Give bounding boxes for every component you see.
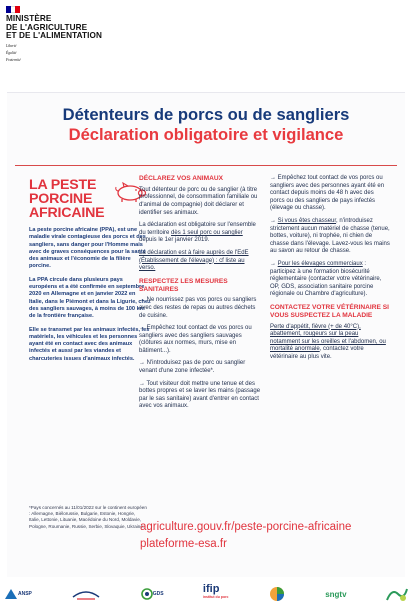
ansp-logo: [4, 583, 32, 605]
declare-paragraph: Tout détenteur de porc ou de sanglier (à titre professionnel, de consommation familiale ou d'animal de compagnie) doit déclarer et identifier ses animaux.: [139, 186, 258, 216]
brand-line-2: PORCINE: [29, 191, 93, 207]
gds-mark-icon: [141, 588, 153, 600]
obligation-text-a: La déclaration est obligatoire sur l'ensemble du territoire: [139, 222, 256, 236]
content-panel: [7, 92, 405, 577]
ppa-brand: [29, 178, 104, 220]
circle-logo: [268, 583, 286, 605]
partner-logos: [4, 582, 408, 606]
measure-4: → Tout visiteur doit mettre une tenue et des bottes propres et se laver les mains (passage par le sas sanitaire) avant d'entrer en contact avec vos animaux.: [139, 380, 261, 410]
confederation-logo: [71, 583, 101, 605]
heading-measures: RESPECTEZ LES MESURES SANITAIRES: [139, 277, 228, 293]
ministry-line-3: ET DE L'ALIMENTATION: [6, 31, 102, 41]
gds-text: GDS: [152, 591, 164, 597]
symptoms-action: , contactez votre vétérinaire au plus vite.: [270, 346, 364, 360]
measure-5: → Empêchez tout contact de vos porcs ou sangliers avec des personnes ayant été en contact depuis moins de 48 h avec des porcs ou des sangliers de pays infectés (élevage ou chasse).: [270, 175, 385, 212]
intro-paragraph: La peste porcine africaine (PPA), est une maladie virale contagieuse des porcs et des sangliers, sans danger pour l'Homme mais avec de graves conséquences pour la santé des animaux et l'économie de la filière porcine.: [29, 227, 146, 270]
ansp-mark-icon: [4, 588, 18, 600]
obligation-text-b: dès 1 seul porc ou sanglier: [171, 229, 243, 236]
commercial-label: Pour les élevages commerciaux: [277, 260, 363, 267]
motto-1: Liberté: [6, 43, 17, 48]
heading-declare: DÉCLAREZ VOS ANIMAUX: [139, 175, 224, 182]
brand-line-3: AFRICAINE: [29, 205, 105, 221]
brand-line-1: LA PESTE: [29, 177, 97, 193]
ifip-logo: [203, 583, 228, 605]
colored-circle-icon: [268, 585, 286, 603]
ede-paragraph: La déclaration est à faire auprès de l'EdE (Établissement de l'élevage) : cf liste au verso.: [139, 249, 249, 272]
sngtv-text: sngtv: [325, 589, 347, 599]
middle-column: [139, 175, 261, 416]
title-divider: [15, 165, 397, 166]
symptoms-text: Perte d'appétit, fièvre (+ de 40°C), abattement, rougeurs sur la peau notamment sur les oreilles et l'abdomen, ou mortalité anormale: [270, 323, 386, 353]
transmission-paragraph: Elle se transmet par les animaux infectés, les matériels, les véhicules et les personnes ayant été en contact avec des animaux infectés et aussi par les viandes et charcuteries issues d'animaux infectés.: [29, 326, 150, 362]
commercial-text: : participez à une formation biosécurité réglementaire (contacter votre vétérinaire, OP, GDS, association sanitaire porcine régionale ou Chambre d'agriculture).: [270, 260, 382, 298]
spread-paragraph: La PPA circule dans plusieurs pays européens et a été confirmée en septembre 2020 en Allemagne et en janvier 2022 en Italie, dans le Piémont et dans la Ligurie, chez des sangliers sauvages, à moins de 100 km de la frontière française.: [29, 276, 151, 320]
motto-3: Fraternité: [6, 58, 21, 63]
chamber-mark-icon: [386, 586, 408, 602]
obligation-paragraph: [139, 222, 261, 245]
ansp-text: ANSP: [18, 591, 32, 597]
government-block: [6, 6, 102, 62]
confederation-mark-icon: [71, 587, 101, 601]
ifip-subtext: institut du porc: [202, 595, 229, 599]
obligation-text-c: depuis le 1er janvier 2019.: [139, 237, 210, 244]
title-line-1: Détenteurs de porcs ou de sangliers: [62, 105, 350, 124]
heading-vet: CONTACTEZ VOTRE VÉTÉRINAIRE SI VOUS SUSPECTEZ LA MALADIE: [270, 303, 389, 319]
measure-commercial: [270, 261, 390, 299]
gds-logo: [141, 583, 164, 605]
hunter-text: , n'introduisez strictement aucun matériel de chasse (tenue, bottes, voiture), ni trophée, ni chien de chasse dans l'élevage. Lavez-vous les mains au savon au retour de chasse.: [270, 217, 390, 255]
sngtv-logo: [325, 583, 346, 605]
chamber-logo: [386, 583, 408, 605]
ifip-text: ifip: [202, 583, 220, 595]
commercial-arrow: →: [270, 260, 278, 267]
right-column: [270, 175, 390, 366]
ppa-link[interactable]: agriculture.gouv.fr/peste-porcine-africaine: [140, 521, 352, 533]
hunter-arrow: →: [270, 217, 278, 224]
measure-2: → Empêchez tout contact de vos porcs ou sangliers avec des sangliers sauvages (clôtures aux normes, murs, mise en bâtiment...).: [139, 325, 252, 354]
footnote: *Pays concernés au 11/01/2022 sur le continent européen : Allemagne, Biélorussie, Bulgarie, Estonie, Hongrie, Italie, Lettonie, Lituanie, Macédoine du Nord, Moldavie, Pologne, Roumanie, Russie, Serbie, Slovaquie, Ukraine.: [29, 505, 147, 529]
ministry-line-2: DE L'AGRICULTURE: [6, 22, 88, 32]
french-flag-icon: [6, 6, 20, 13]
measure-1: → Ne nourrissez pas vos porcs ou sangliers avec des restes de repas ou autres déchets de cuisine.: [139, 297, 257, 319]
motto-2: Égalité: [6, 50, 17, 55]
esa-link[interactable]: plateforme-esa.fr: [140, 538, 227, 550]
measure-3: → N'introduisez pas de porc ou sanglier venant d'une zone infectée*.: [139, 360, 246, 375]
left-column: [29, 227, 151, 369]
ministry-line-1: MINISTÈRE: [6, 14, 52, 23]
title-line-2: Déclaration obligatoire et vigilance: [68, 125, 344, 144]
symptoms-paragraph: [270, 324, 390, 362]
hunter-label: Si vous êtes chasseur: [277, 217, 337, 224]
measure-hunter: [270, 218, 390, 256]
